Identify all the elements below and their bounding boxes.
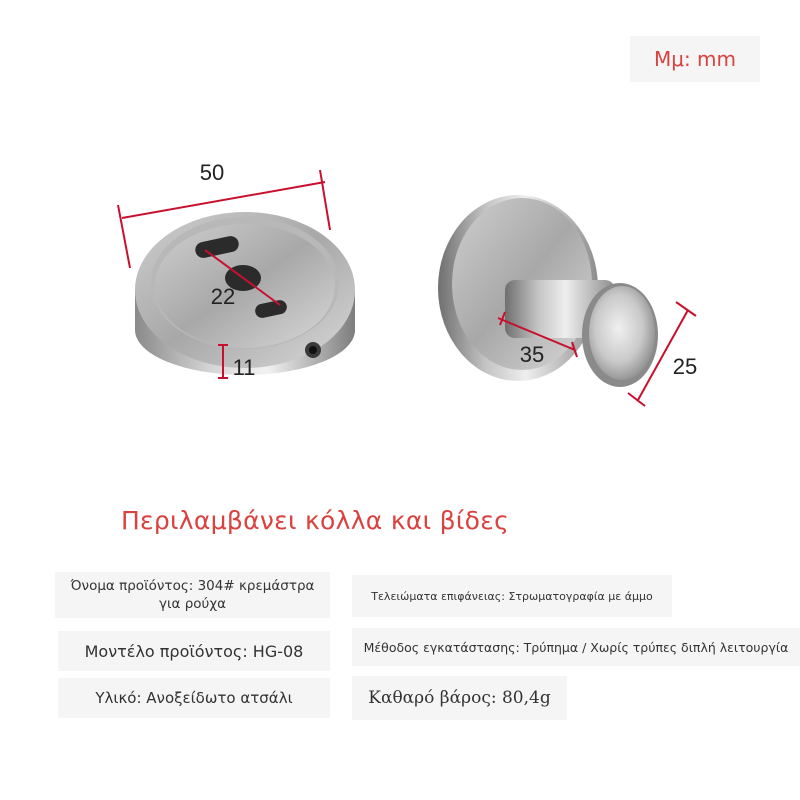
base-plate <box>135 212 355 375</box>
dimension-label: 22 <box>210 284 236 309</box>
dimension-label: 50 <box>199 160 225 185</box>
spec-product-name: Όνομα προϊόντος: 304# κρεμάστρα για ρούχα <box>55 572 330 618</box>
unit-label: Μμ: mm <box>630 36 760 82</box>
hook <box>438 195 658 387</box>
spec-model: Μοντέλο προϊόντος: HG-08 <box>58 631 330 671</box>
dimension-label: 25 <box>672 354 698 379</box>
set-screw-icon <box>305 342 321 358</box>
spec-material: Υλικό: Ανοξείδωτο ατσάλι <box>58 678 330 718</box>
spec-surface-finish: Τελειώματα επιφάνειας: Στρωματογραφία με άμμο <box>352 575 672 617</box>
headline: Περιλαμβάνει κόλλα και βίδες <box>120 506 510 535</box>
dimension-label: 11 <box>232 355 256 380</box>
spec-installation: Μέθοδος εγκατάστασης: Τρύπημα / Χωρίς τρύπες διπλή λειτουργία <box>352 628 800 666</box>
spec-net-weight: Καθαρό βάρος: 80,4g <box>352 676 567 720</box>
dimension-label: 35 <box>519 342 545 367</box>
